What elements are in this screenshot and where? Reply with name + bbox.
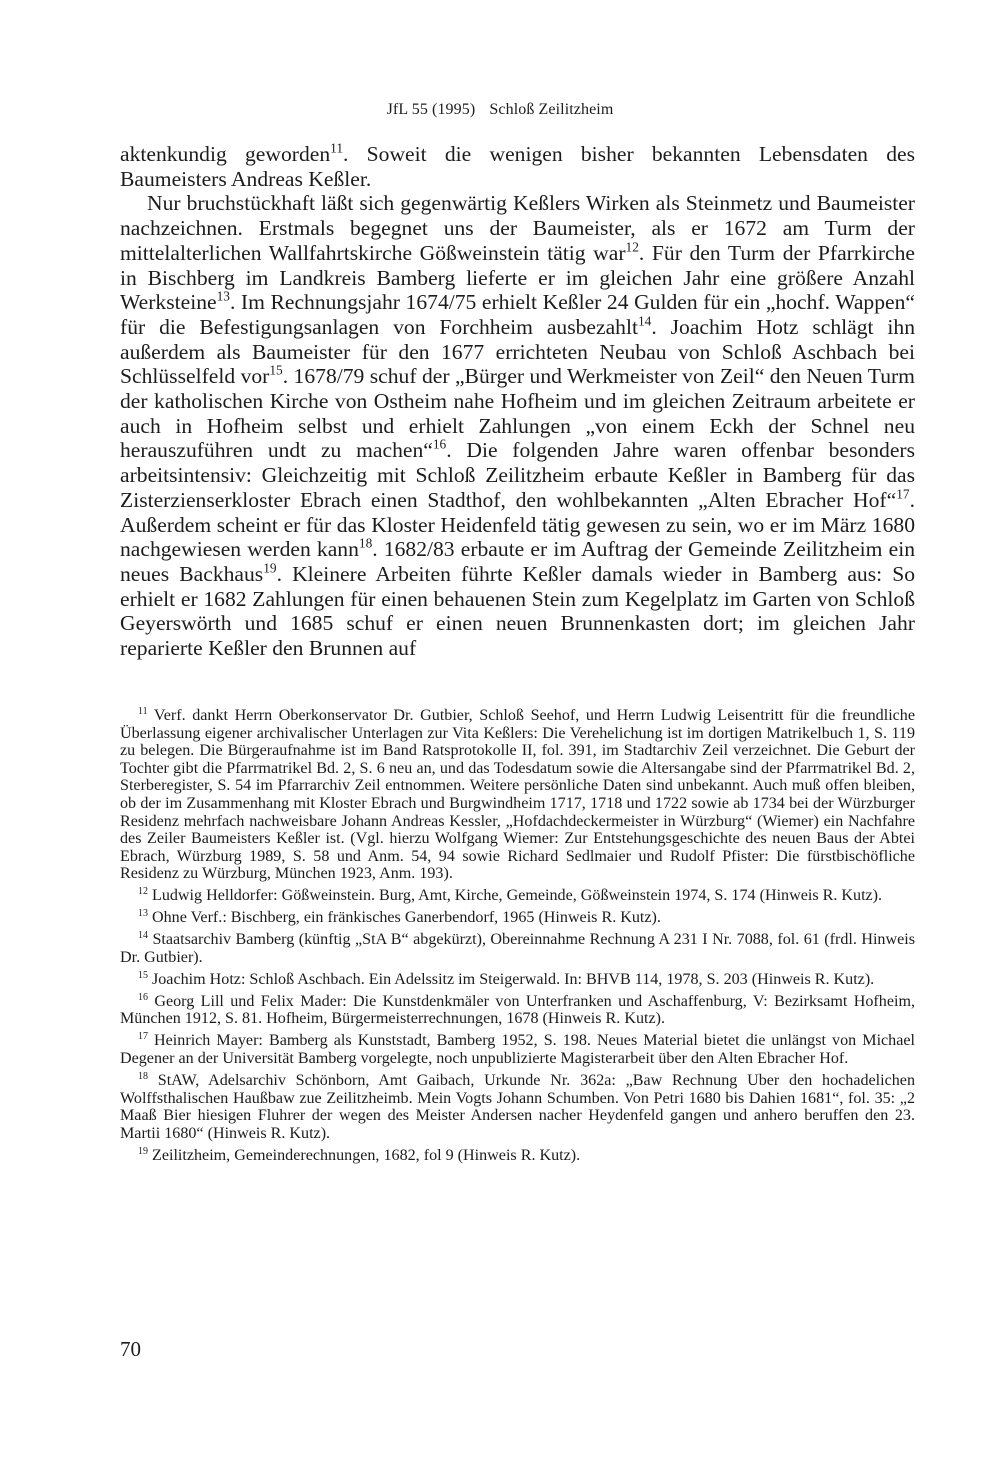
paragraph-1: [120, 142, 915, 191]
paragraph-text: . Im Rechnungsjahr 1674/75 erhielt Keßler 24 Gulden für ein „hochf. Wappen“ für die Befestigungsanlagen von Forchheim ausbezahlt: [120, 290, 915, 339]
footnote-number: 18: [138, 1070, 148, 1082]
footnote: [120, 993, 915, 1028]
paragraph-text: Nur bruchstückhaft läßt sich gegenwärtig Keßlers Wirken als Steinmetz und Baumeister nachzeichnen. Erstmals begegnet uns der Baumeister, als er 1672 am Turm der mittelalterlichen Wallfahrtskirche Gößweinstein tätig war: [120, 191, 915, 265]
footnote-text: Ohne Verf.: Bischberg, ein fränkisches Ganerbendorf, 1965 (Hinweis R. Kutz).: [152, 909, 661, 927]
footnote-number: 14: [138, 930, 148, 942]
paragraph-text: aktenkundig geworden: [120, 142, 331, 166]
footnote-ref[interactable]: 16: [432, 437, 447, 453]
footnote-ref[interactable]: 12: [625, 239, 639, 255]
footnote-text: Joachim Hotz: Schloß Aschbach. Ein Adelssitz im Steigerwald. In: BHVB 114, 1978, S. 203 (Hinweis R. Kutz).: [152, 970, 875, 988]
paragraph-text: . Außerdem scheint er für das Kloster Heidenfeld tätig gewesen zu sein, wo er im März 1680 nachgewiesen werden kann: [120, 487, 915, 562]
footnote-text: Verf. dankt Herrn Oberkonservator Dr. Gutbier, Schloß Seehof, und Herrn Ludwig Leisentritt für die freundliche Überlassung eigener archivalischer Unterlagen zur Vita Keßlers: Die Verehelichung ist im dortigen Matrikelbuch 1, S. 119 zu belegen. Die Bürgeraufnahme ist im Band Ratsprotokolle II, fol. 391, im Stadtarchiv Zeil verzeichnet. Die Geburt der Tochter gibt die Pfarrmatrikel Bd. 2, S. 6 neu an, und das Todesdatum sowie die Altersangabe sind der Pfarrmatrikel Bd. 2, Sterberegister, S. 54 im Pfarrarchiv Zeil entnommen. Weitere persönliche Daten sind unbekannt. Auch muß offen bleiben, ob der im Zusammenhang mit Kloster Ebrach und Burgwindheim 1717, 1718 und 1722 sowie ab 1734 bei der Würzburger Residenz mehrfach nachweisbare Johann Andreas Kessler, „Hofdachdeckermeister in Würzburg“ (Wiemer) ein Nachfahre des Zeiler Baumeisters Keßler ist. (Vgl. hierzu Wolfgang Wiemer: Zur Entstehungsgeschichte des neuen Baus der Abtei Ebrach, Würzburg 1989, S. 58 und Anm. 54, 94 sowie Richard Sedlmaier und Rudolf Pfister: Die fürstbischöfliche Residenz zu Würzburg, München 1923, Anm. 193).: [120, 707, 915, 883]
footnote: [120, 707, 915, 883]
footnote: [120, 1032, 915, 1067]
footnote-text: Heinrich Mayer: Bamberg als Kunststadt, Bamberg 1952, S. 198. Neues Material bietet die unlängst von Michael Degener an der Universität Bamberg vorgelegte, noch unpublizierte Magisterarbeit über den Alten Ebracher Hof.: [120, 1032, 915, 1068]
footnote-number: 12: [138, 886, 148, 898]
body-text: [120, 142, 915, 661]
footnote-text: Ludwig Helldorfer: Gößweinstein. Burg, Amt, Kirche, Gemeinde, Gößweinstein 1974, S. 174 (Hinweis R. Kutz).: [152, 887, 883, 905]
footnote-number: 17: [138, 1031, 148, 1043]
paragraph-text: . 1682/83 erbaute er im Auftrag der Gemeinde Zeilitzheim ein neues Backhaus: [120, 537, 915, 586]
page-number: 70: [120, 1337, 141, 1361]
running-head: [0, 101, 1000, 119]
footnotes: [120, 707, 915, 1169]
footnote: [120, 909, 915, 927]
paragraph-2: [120, 191, 915, 660]
footnote: [120, 931, 915, 966]
footnote-number: 16: [138, 991, 148, 1003]
paragraph-text: . Die folgenden Jahre waren offenbar besonders arbeitsintensiv: Gleichzeitig mit Schloß Zeilitzheim erbaute Keßler in Bamberg für das Zisterzienserkloster Ebrach einen Stadthof, den wohlbekannten „Alten Ebracher Hof“: [120, 438, 915, 512]
footnote-ref[interactable]: 13: [216, 288, 230, 304]
paragraph-text: . Für den Turm der Pfarrkirche in Bischberg im Landkreis Bamberg lieferte er im gleichen Jahr eine größere Anzahl Werksteine: [120, 240, 915, 315]
paragraph-text: . 1678/79 schuf der „Bürger und Werkmeister von Zeil“ den Neuen Turm der katholischen Kirche von Ostheim nahe Hofheim und im gleichen Zeitraum arbeitete er auch in Hofheim selbst und erhielt Zahlungen „von einem Eckh der Schnel neu herauszuführen undt zu machen“: [120, 364, 915, 463]
journal-reference: JfL 55 (1995): [386, 101, 476, 118]
footnote-ref[interactable]: 14: [637, 313, 652, 329]
footnote: [120, 1072, 915, 1142]
footnote-ref[interactable]: 19: [263, 560, 277, 576]
footnote-ref[interactable]: 15: [269, 363, 283, 379]
footnote-number: 13: [138, 908, 148, 920]
article-title: Schloß Zeilitzheim: [489, 101, 614, 118]
footnote-ref[interactable]: 11: [330, 140, 344, 156]
footnote-ref[interactable]: 18: [358, 535, 373, 551]
footnote-number: 15: [138, 969, 148, 981]
footnote: [120, 1147, 915, 1165]
paragraph-text: . Kleinere Arbeiten führte Keßler damals wieder in Bamberg aus: So erhielt er 1682 Zahlungen für einen behauenen Stein zum Kegelplatz im Garten von Schloß Geyerswörth und 1685 schuf er einen neuen Brunnenkasten dort; im gleichen Jahr reparierte Keßler den Brunnen auf: [120, 561, 915, 661]
footnote-ref[interactable]: 17: [896, 486, 910, 502]
paragraph-text: . Joachim Hotz schlägt ihn außerdem als Baumeister für den 1677 errichteten Neubau von Schloß Aschbach bei Schlüsselfeld vor: [120, 314, 916, 389]
footnote-text: Staatsarchiv Bamberg (künftig „StA B“ abgekürzt), Obereinnahme Rechnung A 231 I Nr. 7088, fol. 61 (frdl. Hinweis Dr. Gutbier).: [120, 931, 915, 966]
footnote: [120, 887, 915, 905]
footnote-number: 19: [138, 1145, 148, 1157]
footnote: [120, 971, 915, 989]
footnote-text: Georg Lill und Felix Mader: Die Kunstdenkmäler von Unterfranken und Aschaffenburg, V: Bezirksamt Hofheim, München 1912, S. 81. Hofheim, Bürgermeisterrechnungen, 1678 (Hinweis R. Kutz).: [120, 992, 915, 1028]
footnote-text: StAW, Adelsarchiv Schönborn, Amt Gaibach, Urkunde Nr. 362a: „Baw Rechnung Uber den hochadelichen Wolffsthalischen Haußbaw zue Zeilitzheimb. Mein Vogts Johann Schumben. Von Petri 1680 bis Dahien 1681“, fol. 35: „2 Maaß Bier hiesigen Fluhrer der wegen des Meister Andersen nacher Heydenfeld gangen und anhero beruffen den 23. Martii 1680“ (Hinweis R. Kutz).: [120, 1072, 915, 1142]
paragraph-text: . Soweit die wenigen bisher bekannten Lebensdaten des Baumeisters Andreas Keßler.: [120, 142, 915, 191]
footnote-text: Zeilitzheim, Gemeinderechnungen, 1682, fol 9 (Hinweis R. Kutz).: [152, 1146, 581, 1164]
footnote-number: 11: [138, 705, 148, 717]
